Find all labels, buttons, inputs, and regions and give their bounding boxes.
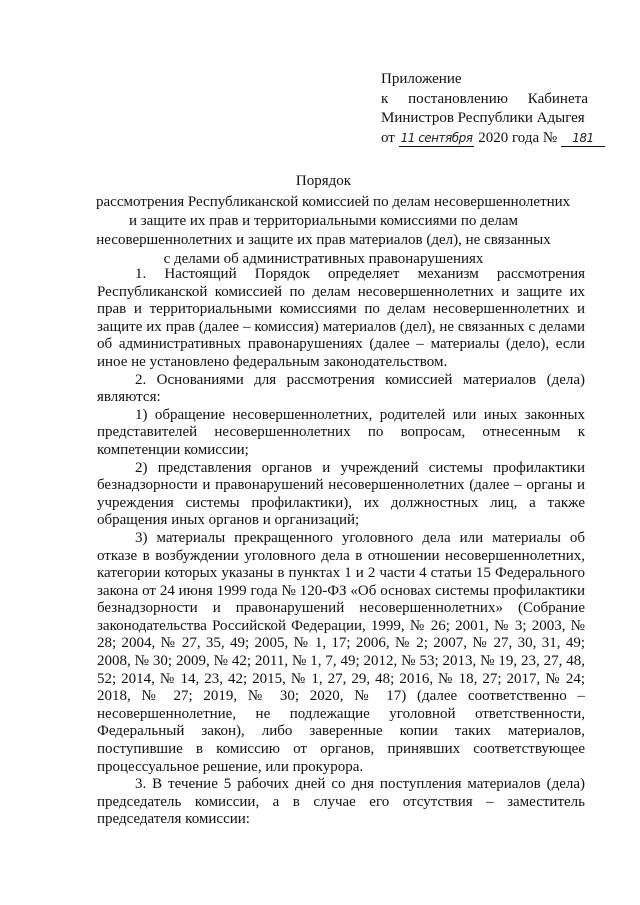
paragraph-2-item-2: 2) представления органов и учреждений системы профилактики безнадзорности и правонарушений несовершеннолетних (далее – органы и учреждения системы профилактики), их должностных лиц, а также обращения иных органов и организаций; <box>97 459 585 529</box>
appendix-cabinet-line: Министров Республики Адыгея <box>381 110 585 126</box>
title-heading: Порядок <box>295 173 352 189</box>
title-line: рассмотрения Республиканской комиссией по делам несовершеннолетних <box>96 194 571 210</box>
paragraph-3: 3. В течение 5 рабочих дней со дня поступления материалов (дела) председатель комиссии, а в случае его отсутствия – заместитель председателя комиссии: <box>97 776 585 828</box>
title-line: и защите их прав и территориальными комиссиями по делам <box>128 213 519 229</box>
paragraph-1: 1. Настоящий Порядок определяет механизм рассмотрения Республиканской комиссией по делам несовершеннолетних и защите их прав и территориальными комиссиями по делам несовершеннолетних и защите их прав (далее – комиссия) материалов (дел), не связанных с делами об административных правонарушениях (далее – материалы (дело), если иное не установлено федеральным законодательством. <box>97 266 585 370</box>
title-line: несовершеннолетних и защите их прав материалов (дел), не связанных <box>96 232 551 248</box>
appendix-header <box>381 70 594 148</box>
paragraph-2: 2. Основаниями для рассмотрения комиссией материалов (дела) являются: <box>97 371 585 406</box>
handwritten-date: 11 сентября <box>400 130 473 145</box>
appendix-label: Приложение <box>381 71 462 87</box>
paragraph-2-item-3: 3) материалы прекращенного уголовного дела или материалы об отказе в возбуждении уголовного дела в отношении несовершеннолетних, категории которых указаны в пунктах 1 и 2 части 4 статьи 15 Федерального закона от 24 июня 1999 года № 120-ФЗ «Об основах системы профилактики безнадзорности и правонарушений несовершеннолетних» (Собрание законодательства Российской Федерации, 1999, № 26; 2001, № 3; 2003, № 28; 2004, № 27, 35, 49; 2005, № 1, 17; 2006, № 2; 2007, № 27, 30, 31, 49; 2008, № 30; 2009, № 42; 2011, № 1, 7, 49; 2012, № 53; 2013, № 19, 23, 27, 48, 52; 2014, № 14, 23, 42; 2015, № 1, 27, 29, 48; 2016, № 18, 27; 2017, № 24; 2018, № 27; 2019, № 30; 2020, № 17) (далее соответственно – несовершеннолетние, не подлежащие уголовной ответственности, Федеральный закон), либо заверенные копии таких материалов, поступившие в комиссию от органов, принявших соответствующее процессуальное решение, или прокурора. <box>97 529 585 775</box>
appendix-resolution-line: к постановлению Кабинета <box>381 90 588 107</box>
date-prefix: от <box>381 129 395 146</box>
appendix-date-line <box>381 129 594 149</box>
document-body <box>97 266 585 829</box>
paragraph-2-item-1: 1) обращение несовершеннолетних, родителей или иных законных представителей несовершеннолетних по вопросам, отнесенным к компетенции комиссии; <box>97 406 585 458</box>
document-title <box>96 172 571 269</box>
date-year: 2020 года № <box>478 129 558 146</box>
title-line: с делами об административных правонарушениях <box>163 251 484 267</box>
handwritten-number: 181 <box>561 131 605 147</box>
